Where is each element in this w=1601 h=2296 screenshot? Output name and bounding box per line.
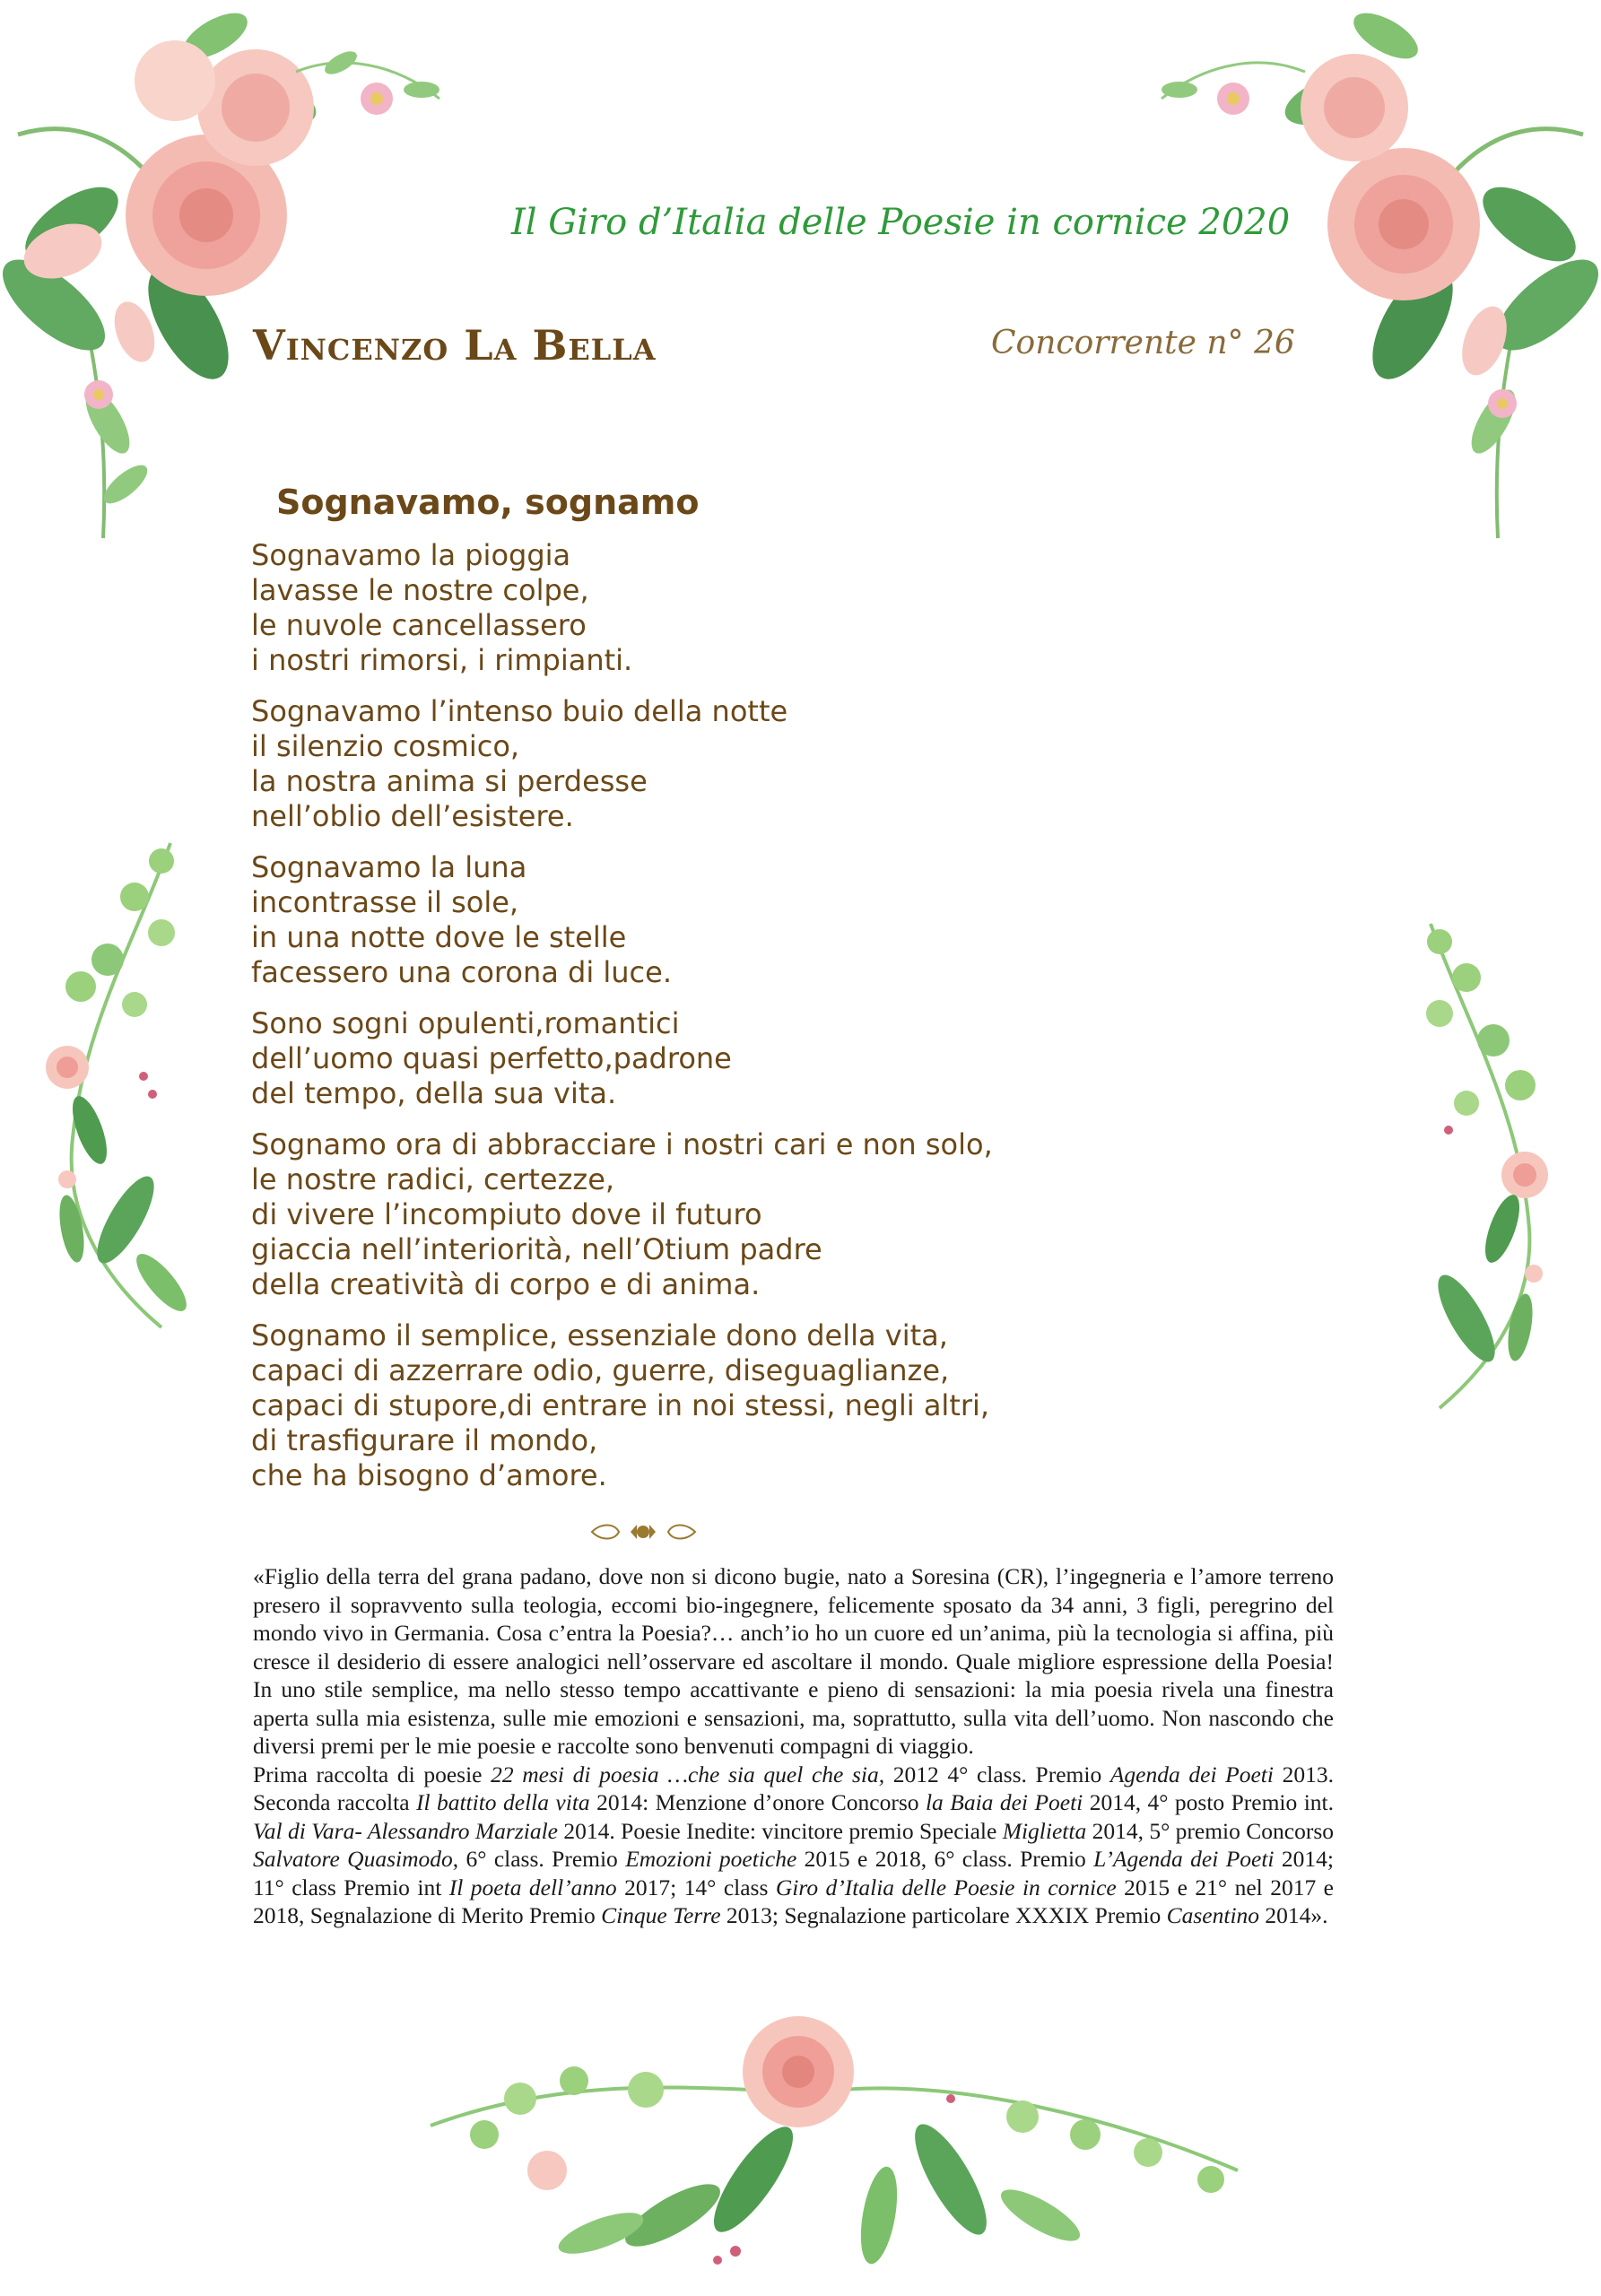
poem-line: Sognavamo l’intenso buio della notte bbox=[251, 694, 788, 728]
contest-title: Il Giro d’Italia delle Poesie in cornice 2020 bbox=[511, 202, 1291, 243]
poem-line: dell’uomo quasi perfetto,padrone bbox=[251, 1041, 732, 1075]
rose-bouquet-top-right bbox=[1117, 0, 1601, 556]
bio-title-italic: Il poeta dell’anno bbox=[448, 1874, 617, 1900]
bio-paragraph-1: «Figlio della terra del grana padano, dove non si dicono bugie, nato a Soresina (CR), l’ingegneria e l’amore terreno presero il sopravvento sulla teologia, eccomi bio-ingegnere, felicemente sposato da 34 anni, 3 figli, peregrino del mondo vivo in Germania. Cosa c’entra la Poesia?… anch’io ho un cuore ed un’anima, più la tecnologia si affina, più cresce il desiderio di essere analogici nell’osservare ed ascoltare il mondo. Quale migliore espressione della Poesia! In uno stile semplice, ma nello stesso tempo accattivante e pieno di sensazioni: la mia poesia rivela una finestra aperta sulla mia esistenza, sulle mie emozioni e sensazioni, ma, soprattutto, sulla vita dell’uomo. Non nascondo che diversi premi per le mie poesie e raccolte sono benvenuti compagni di viaggio. bbox=[253, 1563, 1334, 1759]
poem-line: i nostri rimorsi, i rimpianti. bbox=[251, 643, 633, 677]
poem-line: le nuvole cancellassero bbox=[251, 608, 587, 642]
poem-line: del tempo, della sua vita. bbox=[251, 1076, 617, 1110]
poem-line: Sognavamo la luna bbox=[251, 850, 527, 884]
poem-line: Sognamo il semplice, essenziale dono della vita, bbox=[251, 1318, 948, 1352]
poem-line: facessero una corona di luce. bbox=[251, 955, 672, 989]
poem-stanza bbox=[251, 694, 1058, 834]
poem-line: Sognavamo la pioggia bbox=[251, 538, 571, 572]
poem-line: giaccia nell’interiorità, nell’Otium padre bbox=[251, 1232, 822, 1266]
bio-text: 2014, 4° posto Premio int. bbox=[1083, 1789, 1335, 1815]
bio-text: 2014, 5° premio Concorso bbox=[1086, 1817, 1334, 1844]
poem-line: capaci di azzerrare odio, guerre, diseguaglianze, bbox=[251, 1353, 950, 1387]
floral-garland-bottom bbox=[377, 1991, 1274, 2287]
competitor-number: Concorrente n° 26 bbox=[991, 325, 1295, 361]
bio-paragraph-2 bbox=[253, 1761, 1334, 1930]
poem-line: le nostre radici, certezze, bbox=[251, 1162, 615, 1196]
bio-title-italic: Val di Vara- Alessandro Marziale bbox=[253, 1817, 559, 1844]
poem-line: di vivere l’incompiuto dove il futuro bbox=[251, 1197, 762, 1231]
bio-text: 2014; 11° class Premio int bbox=[253, 1846, 1334, 1900]
poem-stanza bbox=[251, 850, 1058, 990]
poem-line: capaci di stupore,di entrare in noi stessi, negli altri, bbox=[251, 1388, 990, 1422]
bio-text: , 6° class. Premio bbox=[452, 1846, 626, 1872]
poem-line: della creatività di corpo e di anima. bbox=[251, 1267, 761, 1301]
poem-title: Sognavamo, sognamo bbox=[276, 483, 700, 522]
poem-stanza bbox=[251, 538, 1058, 678]
bio-text: 2015 e 21° nel 2017 e 2018, Segnalazione di Merito Premio bbox=[253, 1874, 1334, 1928]
poem-stanza bbox=[251, 1318, 1058, 1493]
poem-line: in una notte dove le stelle bbox=[251, 920, 627, 954]
poem-line: Sognamo ora di abbracciare i nostri cari e non solo, bbox=[251, 1127, 993, 1161]
bio-text: Prima raccolta di poesie bbox=[253, 1761, 492, 1787]
bio-title-italic: Agenda dei Poeti bbox=[1109, 1761, 1274, 1787]
poem-line: lavasse le nostre colpe, bbox=[251, 573, 589, 607]
bio-text: 2013. Seconda raccolta bbox=[253, 1761, 1334, 1815]
bio-title-italic: Salvatore Quasimodo bbox=[253, 1846, 453, 1872]
bio-title-italic: Cinque Terre bbox=[601, 1902, 721, 1928]
bio-text: 2013; Segnalazione particolare XXXIX Premio bbox=[720, 1902, 1167, 1928]
bio-title-italic: Emozioni poetiche bbox=[625, 1846, 797, 1872]
poem-line: il silenzio cosmico, bbox=[251, 729, 520, 763]
poem-line: incontrasse il sole, bbox=[251, 885, 519, 919]
bio-text: 2014». bbox=[1259, 1902, 1328, 1928]
floral-sprig-right bbox=[1395, 915, 1574, 1417]
poem-line: di trasfigurare il mondo, bbox=[251, 1423, 598, 1457]
bio-title-italic: Casentino bbox=[1166, 1902, 1260, 1928]
author-biography bbox=[253, 1562, 1334, 1930]
bio-title-italic: Il battito della vita bbox=[415, 1789, 590, 1815]
author-name: Vincenzo La Bella bbox=[253, 321, 657, 370]
poem-line: che ha bisogno d’amore. bbox=[251, 1458, 607, 1492]
bio-text: 2014: Menzione d’onore Concorso bbox=[589, 1789, 926, 1815]
bio-title-italic: la Baia dei Poeti bbox=[925, 1789, 1083, 1815]
poem-body bbox=[251, 538, 1058, 1509]
bio-title-italic: L’Agenda dei Poeti bbox=[1093, 1846, 1275, 1872]
bio-title-italic: Giro d’Italia delle Poesie in cornice bbox=[775, 1874, 1117, 1900]
poem-stanza bbox=[251, 1127, 1058, 1302]
bio-text: 2012 4° class. Premio bbox=[884, 1761, 1110, 1787]
poem-line: nell’oblio dell’esistere. bbox=[251, 799, 574, 833]
bio-text: 2017; 14° class bbox=[616, 1874, 776, 1900]
poem-stanza bbox=[251, 1006, 1058, 1111]
bio-text: 2014. Poesie Inedite: vincitore premio Speciale bbox=[558, 1817, 1003, 1844]
bio-title-italic: Miglietta bbox=[1002, 1817, 1087, 1844]
ornament-divider bbox=[587, 1518, 700, 1546]
bio-text: 2015 e 2018, 6° class. Premio bbox=[796, 1846, 1094, 1872]
rose-bouquet-top-left bbox=[0, 0, 484, 556]
floral-sprig-left bbox=[27, 834, 206, 1336]
poem-line: Sono sogni opulenti,romantici bbox=[251, 1006, 680, 1040]
bio-title-italic: 22 mesi di poesia …che sia quel che sia, bbox=[491, 1761, 885, 1787]
poem-line: la nostra anima si perdesse bbox=[251, 764, 648, 798]
